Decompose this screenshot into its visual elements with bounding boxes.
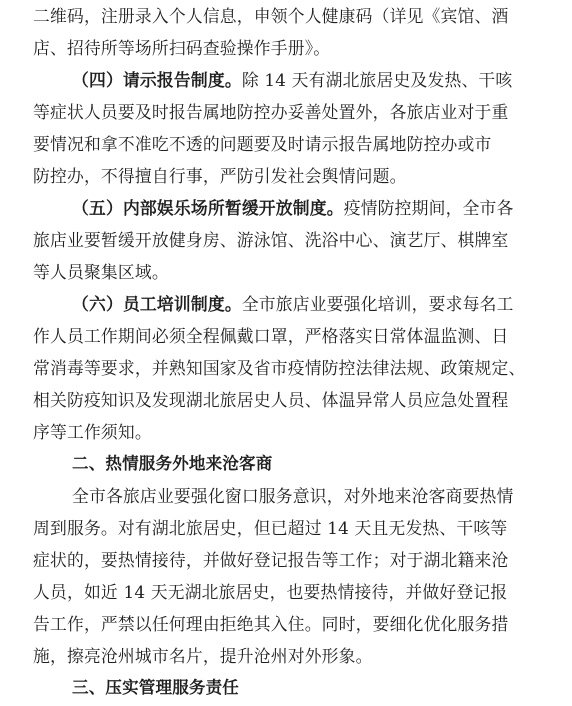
text-line bbox=[33, 580, 572, 604]
text-line bbox=[33, 324, 572, 348]
text-line bbox=[33, 4, 572, 28]
line-text: 序等工作须知。 bbox=[33, 422, 152, 442]
line-text: 疫情防控期间，全市各 bbox=[343, 198, 514, 218]
line-text: 除 14 天有湖北旅居史及发热、干咳 bbox=[241, 70, 513, 90]
chapter-heading bbox=[72, 452, 572, 476]
line-text: 全市旅店业要强化培训，要求每名工 bbox=[241, 294, 514, 314]
text-line bbox=[33, 36, 572, 60]
text-line bbox=[33, 420, 572, 444]
section-heading: （六）员工培训制度。 bbox=[72, 294, 242, 314]
line-text: 人员，如近 14 天无湖北旅居史，也要热情接待，并做好登记报 bbox=[33, 582, 508, 602]
chapter-heading-text: 二、热情服务外地来沧客商 bbox=[72, 454, 273, 473]
text-line bbox=[33, 164, 572, 188]
text-line bbox=[33, 100, 572, 124]
section-line bbox=[72, 292, 572, 316]
chapter-heading-text: 三、压实管理服务责任 bbox=[72, 678, 239, 697]
line-text: 二维码，注册录入个人信息，申领个人健康码（详见《宾馆、酒 bbox=[33, 6, 509, 26]
line-text: 店、招待所等场所扫码查验操作手册》。 bbox=[33, 38, 331, 58]
text-line bbox=[33, 612, 572, 636]
line-text: 症状的，要热情接待，并做好登记报告等工作；对于湖北籍来沧 bbox=[33, 550, 509, 570]
line-text: 等症状人员要及时报告属地防控办妥善处置外，各旅店业对于重 bbox=[33, 102, 509, 122]
line-text: 告工作，严禁以任何理由拒绝其入住。同时，要细化优化服务措 bbox=[33, 614, 509, 634]
line-text: 旅店业要暂缓开放健身房、游泳馆、洗浴中心、演艺厅、棋牌室 bbox=[33, 230, 509, 250]
text-line bbox=[33, 516, 572, 540]
line-text: 周到服务。对有湖北旅居史，但已超过 14 天且无发热、干咳等 bbox=[33, 518, 508, 538]
section-heading: （四）请示报告制度。 bbox=[72, 70, 242, 90]
text-line bbox=[33, 260, 572, 284]
text-line bbox=[33, 132, 572, 156]
line-text: 作人员工作期间必须全程佩戴口罩，严格落实日常体温监测、日 bbox=[33, 326, 509, 346]
line-text: 施，擦亮沧州城市名片，提升沧州对外形象。 bbox=[33, 646, 373, 666]
section-line bbox=[72, 68, 572, 92]
line-text: 要情况和拿不准吃不透的问题要及时请示报告属地防控办或市 bbox=[33, 134, 492, 154]
section-heading: （五）内部娱乐场所暂缓开放制度。 bbox=[72, 198, 344, 218]
line-text: 相关防疫知识及发现湖北旅居史人员、体温异常人员应急处置程 bbox=[33, 390, 509, 410]
text-line bbox=[33, 644, 572, 668]
line-text: 等人员聚集区域。 bbox=[33, 262, 169, 282]
line-text: 全市各旅店业要强化窗口服务意识，对外地来沧客商要热情 bbox=[72, 486, 514, 506]
text-line bbox=[33, 356, 572, 380]
line-text: 常消毒等要求，并熟知国家及省市疫情防控法律法规、政策规定、 bbox=[33, 358, 526, 378]
line-text: 防控办，不得擅自行事，严防引发社会舆情问题。 bbox=[33, 166, 407, 186]
text-line bbox=[33, 548, 572, 572]
text-line bbox=[33, 388, 572, 412]
text-line bbox=[33, 228, 572, 252]
text-line bbox=[72, 484, 572, 508]
section-line bbox=[72, 196, 572, 220]
chapter-heading bbox=[72, 676, 572, 700]
